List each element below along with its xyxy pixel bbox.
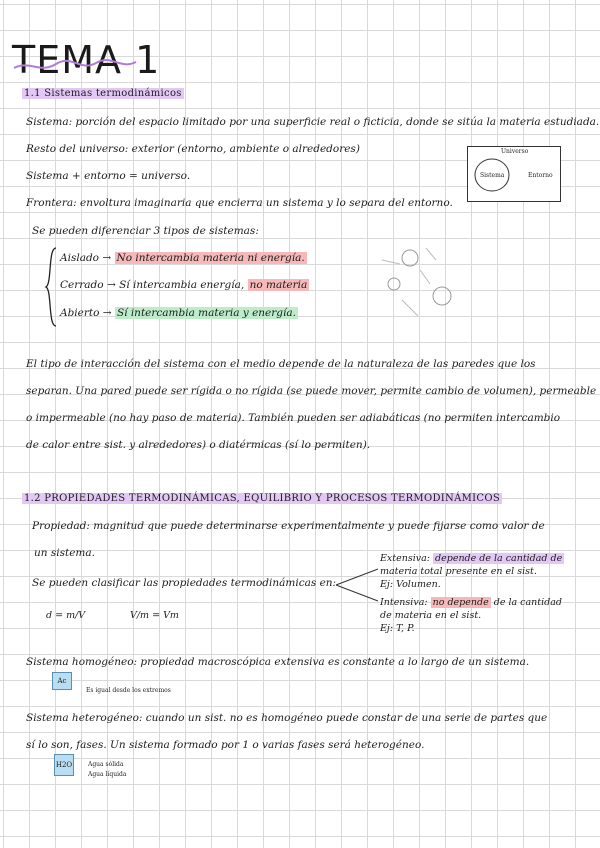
intensiva-line-2: de materia en el sist. [380,610,482,621]
paredes-line-1: El tipo de interacción del sistema con el medio depende de la naturaleza de las paredes que los [26,358,536,370]
universe-diagram [467,146,561,202]
propiedad-line-1: Propiedad: magnitud que puede determinarse experimentalmente y puede fijarse como valor de [32,520,545,532]
homogeneo-definition: Sistema homogéneo: propiedad macroscópica extensiva es constante a lo largo de un sistema. [26,656,530,668]
tipo-cerrado: Cerrado → Sí intercambia energía, no materia [60,279,308,291]
brace-icon [44,246,58,328]
tipo-abierto: Abierto → Sí intercambia materia y energía. [60,307,296,319]
split-lines [334,565,380,605]
tipo-aislado: Aislado → No intercambia materia ni energía. [60,252,305,264]
extensiva-line-1: Extensiva: depende de la cantidad de [380,553,563,564]
heterogeneo-cell: H2O [54,754,74,776]
molar-volume-formula: V/m = Vm [130,610,179,621]
density-formula: d = m/V [46,610,86,621]
systems-sketch [372,240,472,332]
intensiva-example: Ej: T, P. [380,623,415,634]
propiedad-line-2: un sistema. [34,547,95,559]
paredes-line-4: de calor entre sist. y alrededores) o diatérmicas (sí lo permiten). [26,439,371,451]
extensiva-example: Ej: Volumen. [380,579,441,590]
section-heading-2: 1.2 PROPIEDADES TERMODINÁMICAS, EQUILIBRIO Y PROCESOS TERMODINÁMICOS [24,493,500,504]
sistema-definition: Sistema: porción del espacio limitado por una superficie real o ficticia, donde se sitúa la materia estudiada. [26,116,600,128]
clasificar-text: Se pueden clasificar las propiedades termodinámicas en: [32,577,337,589]
intensiva-line-1: Intensiva: no depende de la cantidad [380,597,562,608]
frontera-definition: Frontera: envoltura imaginaria que encierra un sistema y lo separa del entorno. [26,197,453,209]
resto-universo-definition: Resto del universo: exterior (entorno, ambiente o alrededores) [26,143,360,155]
hetero-note-2: Agua líquida [88,771,127,778]
heterogeneo-line-1: Sistema heterogéneo: cuando un sist. no es homogéneo puede constar de una serie de partes que [26,712,548,724]
heterogeneo-line-2: sí lo son, fases. Un sistema formado por 1 o varias fases será heterogéneo. [26,739,425,751]
sistema-label: Sistema [480,172,505,179]
tipos-intro: Se pueden diferenciar 3 tipos de sistemas: [32,225,259,237]
page-title: TEMA 1 [12,38,161,82]
hetero-note-1: Agua sólida [88,761,124,768]
homogeneo-cell: Ac [52,672,72,690]
entorno-label: Entorno [528,172,553,179]
homogeneo-note: Es igual desde los extremos [86,687,171,694]
universo-equation: Sistema + entorno = universo. [26,170,191,182]
universo-label: Universo [501,148,529,155]
section-heading-1: 1.1 Sistemas termodinámicos [24,88,182,99]
title-scribble [10,54,140,76]
extensiva-line-2: materia total presente en el sist. [380,566,537,577]
paredes-line-2: separan. Una pared puede ser rígida o no rígida (se puede mover, permite cambio de volumen), permeable [26,385,597,397]
paredes-line-3: o impermeable (no hay paso de materia). También pueden ser adiabáticas (no permiten intercambio [26,412,561,424]
